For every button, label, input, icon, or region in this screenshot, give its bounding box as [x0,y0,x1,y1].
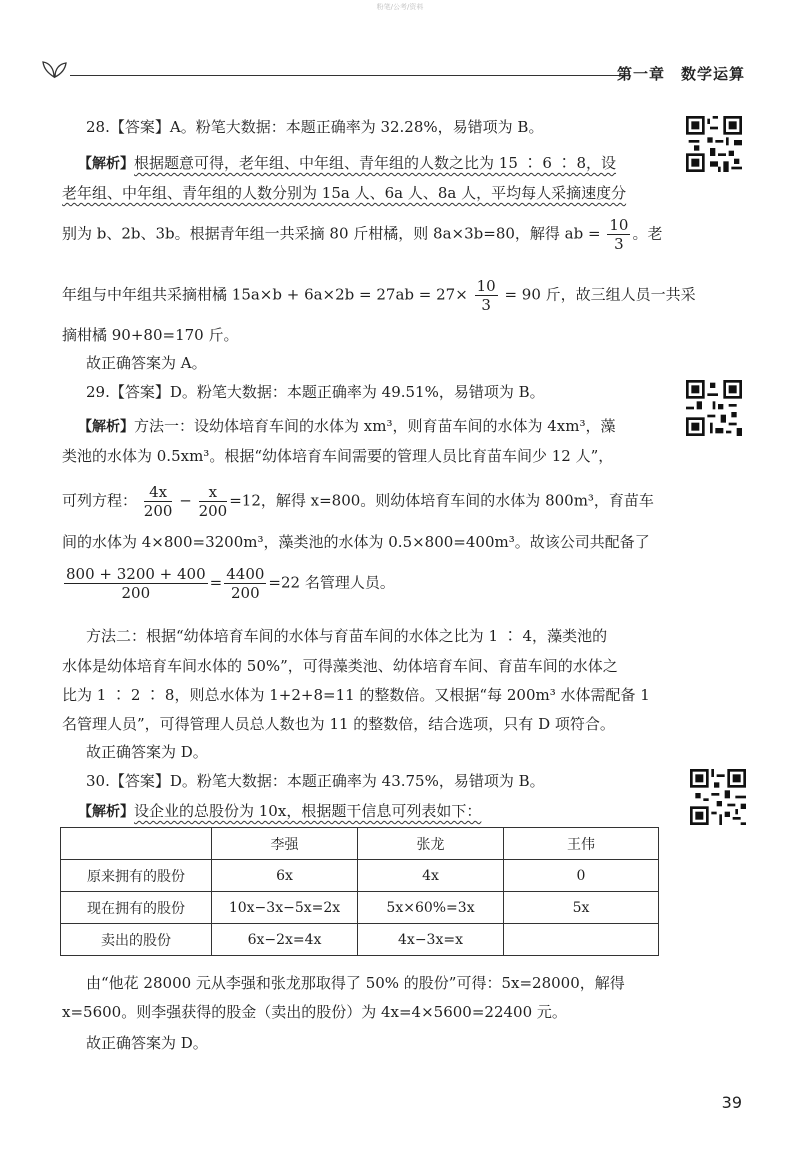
table-cell: 10x−3x−5x=2x [212,892,358,924]
q30-after-line2: x=5600。则李强获得的股金（卖出的股份）为 4x=4×5600=22400 元。 [62,1003,567,1021]
table-header-cell: 李强 [212,828,358,860]
table-cell: 4x−3x=x [358,924,504,956]
table-header-cell [61,828,212,860]
fraction-denominator: 200 [143,502,173,520]
q29-sum-line [62,565,395,602]
q28-analysis-line4 [62,277,696,314]
analysis-tag: 【解析】 [78,804,134,820]
page-number: 39 [721,1093,742,1112]
shares-table [60,827,659,956]
q30-analysis-line1 [78,800,481,823]
analysis-text: 。老 [632,224,663,243]
fraction [199,483,228,520]
table-cell: 6x [212,860,358,892]
q29-method2-line1: 方法二：根据“幼体培育车间的水体与育苗车间的水体之比为 1 ∶ 4，藻类池的 [86,627,608,645]
leaf-icon [40,57,70,79]
analysis-text: 老年组、中年组、青年组的人数分别为 15a 人、6a 人、8a 人，平均每人采摘速度分 [62,184,627,202]
table-cell: 5x [504,892,659,924]
table-header-row [61,828,659,860]
q30-answer-line: 30.【答案】D。粉笔大数据：本题正确率为 43.75%，易错项为 B。 [86,772,545,790]
fraction-denominator: 3 [481,296,491,314]
q29-equation-line [62,483,654,520]
q29-analysis-line2: 类池的水体为 0.5xm³。根据“幼体培育车间需要的管理人员比育苗车间少 12 人”， [62,447,614,465]
header-rule [70,75,630,76]
chapter-title: 第一章 数学运算 [616,65,745,83]
fraction-denominator: 200 [198,502,228,520]
table-header-cell: 张龙 [358,828,504,860]
analysis-text: =22 名管理人员。 [268,573,395,592]
fraction-denominator: 200 [121,584,151,602]
analysis-text: 年组与中年组共采摘柑橘 15a×b + 6a×2b = 27ab = 27× [62,285,468,304]
q28-analysis-line2 [62,182,626,204]
q28-conclusion: 故正确答案为 A。 [86,354,207,372]
table-row [61,860,659,892]
fraction-numerator: 800 + 3200 + 400 [66,565,206,583]
fraction-numerator: 4x [144,483,173,502]
q30-conclusion: 故正确答案为 D。 [86,1034,208,1052]
analysis-tag: 【解析】 [78,419,134,435]
analysis-text: = 90 斤，故三组人员一共采 [504,285,696,304]
page-header [40,55,745,85]
q29-method2-line2: 水体是幼体培育车间水体的 50%”，可得藻类池、幼体培育车间、育苗车间的水体之 [62,657,618,675]
qr-code-icon [686,380,742,436]
fraction [607,216,630,253]
table-header-cell: 王伟 [504,828,659,860]
fraction-numerator: 10 [609,216,629,234]
analysis-text: 根据题意可得，老年组、中年组、青年组的人数之比为 15 ∶ 6 ∶ 8，设 [134,154,617,172]
minus-sign: − [179,491,192,510]
table-cell [504,924,659,956]
watermark: 粉笔/公考/资料 [376,3,424,11]
analysis-text: 方法一：设幼体培育车间的水体为 xm³，则育苗车间的水体为 4xm³，藻 [134,417,616,435]
q28-analysis-line5: 摘柑橘 90+80=170 斤。 [62,326,239,344]
qr-code-icon [690,769,746,825]
table-cell: 0 [504,860,659,892]
fraction-numerator: 10 [476,277,496,295]
q28-analysis-line3 [62,216,662,253]
fraction-numerator: 4400 [226,565,265,583]
fraction [64,565,208,602]
table-cell: 6x−2x=4x [212,924,358,956]
table-row [61,924,659,956]
table-row [61,892,659,924]
analysis-tag: 【解析】 [78,156,134,172]
q29-analysis-line1 [78,415,615,438]
analysis-text: 设企业的总股份为 10x，根据题干信息可列表如下： [134,802,482,820]
q29-answer-line: 29.【答案】D。粉笔大数据：本题正确率为 49.51%，易错项为 B。 [86,383,545,401]
fraction-numerator: x [199,483,228,502]
analysis-text: 别为 b、2b、3b。根据青年组一共采摘 80 斤柑橘，则 8a×3b=80，解得 ab = [62,224,601,243]
table-row-label: 现在拥有的股份 [61,892,212,924]
qr-code-icon [686,116,742,172]
q29-conclusion: 故正确答案为 D。 [86,743,208,761]
fraction-denominator: 200 [231,584,260,602]
fraction [144,483,173,520]
q30-after-line1: 由“他花 28000 元从李强和张龙那取得了 50% 的股份”可得：5x=28000，解得 [86,974,625,992]
table-cell: 5x×60%=3x [358,892,504,924]
q28-analysis-line1 [78,152,616,175]
fraction [475,277,498,314]
fraction-denominator: 3 [614,235,624,253]
analysis-text: =12，解得 x=800。则幼体培育车间的水体为 800m³，育苗车 [229,491,654,510]
analysis-text: 可列方程： [62,491,138,510]
fraction [224,565,266,602]
table-cell: 4x [358,860,504,892]
table-row-label: 卖出的股份 [61,924,212,956]
q29-method2-line4: 名管理人员”，可得管理人员总人数也为 11 的整数倍，结合选项，只有 D 项符合。 [62,715,615,733]
q29-method2-line3: 比为 1 ∶ 2 ∶ 8，则总水体为 1+2+8=11 的整数倍。又根据“每 200m³ 水体需配备 1 [62,686,650,704]
q28-answer-line: 28.【答案】A。粉笔大数据：本题正确率为 32.28%，易错项为 B。 [86,118,544,136]
table-row-label: 原来拥有的股份 [61,860,212,892]
q29-analysis-line4: 间的水体为 4×800=3200m³，藻类池的水体为 0.5×800=400m³。故该公司共配备了 [62,533,650,551]
equals-sign: = [209,573,223,592]
